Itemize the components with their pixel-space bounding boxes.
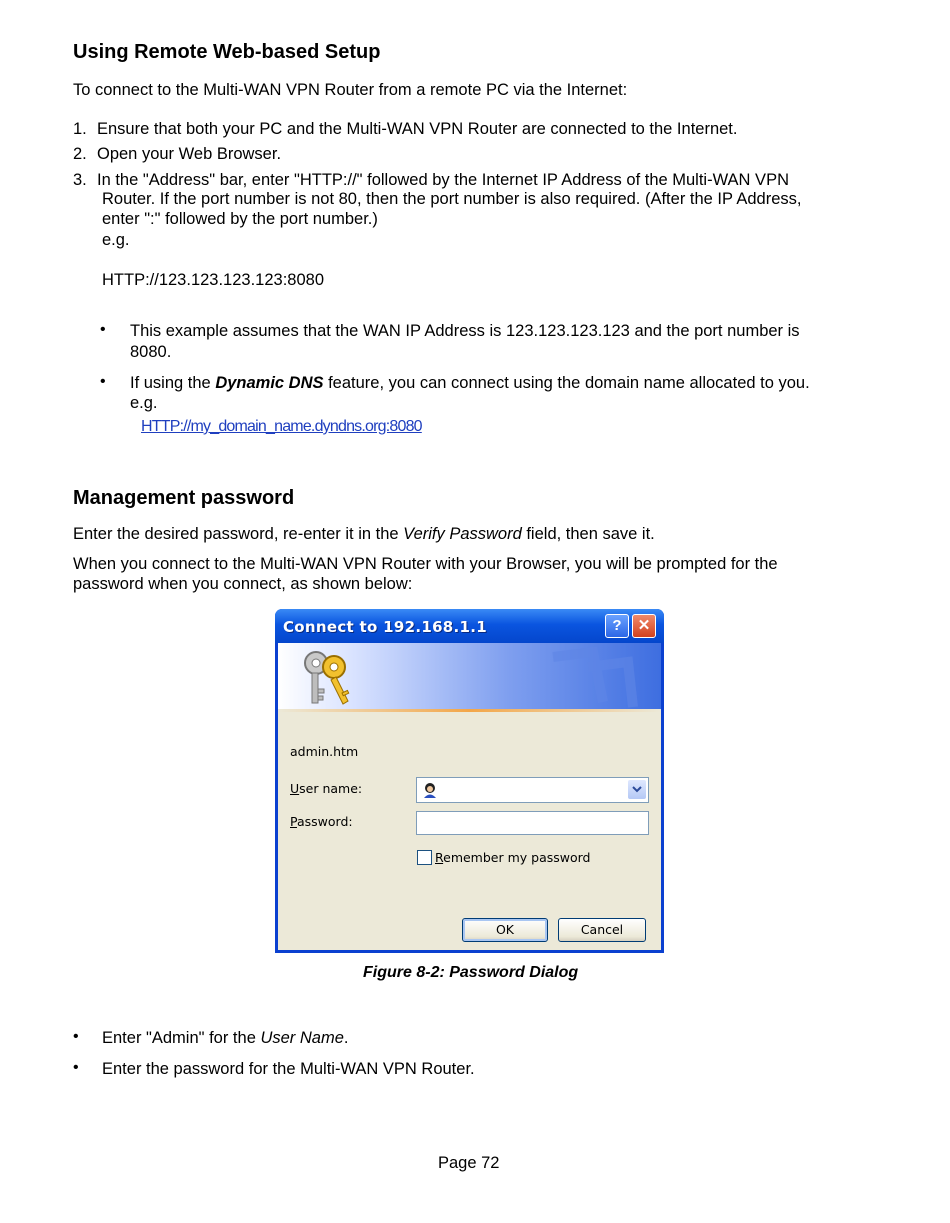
prompt-text-line: password when you connect, as shown below: (73, 575, 413, 593)
watermark-icon (533, 647, 643, 709)
bullet-glyph: • (100, 321, 106, 338)
bullet-glyph: • (73, 1059, 79, 1076)
keys-icon (298, 649, 358, 707)
text-run: . (343, 1029, 349, 1047)
bullet-glyph: • (100, 373, 106, 390)
step-text-line: e.g. (102, 231, 130, 249)
remember-label (435, 850, 591, 865)
remember-label-rest: emember my password (443, 850, 591, 865)
remember-checkbox[interactable] (417, 850, 432, 865)
figure-caption: Figure 8-2: Password Dialog (363, 964, 579, 981)
text-run: feature, you can connect using the domain name allocated to you. (323, 374, 810, 392)
step-text-line: enter ":" followed by the port number.) (102, 210, 378, 228)
password-label-rest: assword: (296, 814, 353, 829)
password-instruction: Enter the password for the Multi-WAN VPN Router. (102, 1060, 475, 1078)
username-accel: U (290, 781, 300, 796)
prompt-text-line: When you connect to the Multi-WAN VPN Router with your Browser, you will be prompted for the (73, 555, 778, 573)
verify-password-term: Verify Password (403, 525, 522, 543)
step-text-line: In the "Address" bar, enter "HTTP://" followed by the Internet IP Address of the Multi-WAN VPN (97, 171, 789, 189)
remember-accel: R (435, 850, 444, 865)
username-combobox[interactable] (416, 777, 649, 803)
password-label (290, 814, 353, 829)
step-number: 3. (73, 171, 87, 189)
dialog-banner (278, 643, 661, 710)
page-number: Page 72 (438, 1154, 500, 1172)
step-number: 2. (73, 145, 87, 163)
dialog-title-bar (275, 609, 664, 643)
bullet-text-line: This example assumes that the WAN IP Address is 123.123.123.123 and the port number is (130, 322, 800, 340)
intro-text: To connect to the Multi-WAN VPN Router from a remote PC via the Internet: (73, 81, 628, 99)
help-button[interactable]: ? (605, 614, 629, 638)
user-icon (422, 782, 438, 798)
username-label-rest: ser name: (299, 781, 363, 796)
text-run: Enter the desired password, re-enter it in the (73, 525, 404, 543)
password-input[interactable] (416, 811, 649, 835)
step-text-line: Router. If the port number is not 80, then the port number is also required. (After the IP Address, (102, 190, 802, 208)
step-number: 1. (73, 120, 87, 138)
dynamic-dns-text (130, 373, 810, 393)
step-2 (73, 144, 281, 164)
example-url: HTTP://123.123.123.123:8080 (102, 271, 324, 289)
step-3 (73, 170, 789, 190)
step-1 (73, 119, 737, 139)
dropdown-button[interactable] (628, 780, 646, 799)
step-text: Ensure that both your PC and the Multi-WAN VPN Router are connected to the Internet. (97, 120, 738, 138)
section-heading-remote-setup: Using Remote Web-based Setup (73, 41, 381, 63)
realm-label: admin.htm (290, 744, 359, 759)
password-accel: P (290, 814, 297, 829)
bullet-text-line: 8080. (130, 343, 172, 361)
admin-username-instruction (102, 1028, 348, 1048)
dialog-body (278, 643, 661, 950)
password-instructions (73, 524, 655, 544)
user-name-term: User Name (260, 1029, 344, 1047)
cancel-button[interactable]: Cancel (558, 918, 646, 942)
text-run: field, then save it. (521, 525, 655, 543)
text-run: Enter "Admin" for the (102, 1029, 261, 1047)
step-text: Open your Web Browser. (97, 145, 282, 163)
chevron-down-icon (628, 780, 646, 799)
eg-text: e.g. (130, 394, 158, 412)
domain-name-link[interactable]: HTTP://my_domain_name.dyndns.org:8080 (141, 418, 422, 435)
dynamic-dns-term: Dynamic DNS (215, 374, 324, 392)
password-dialog (275, 609, 664, 953)
ok-button[interactable]: OK (462, 918, 548, 942)
dialog-title: Connect to 192.168.1.1 (283, 618, 488, 636)
bullet-glyph: • (73, 1028, 79, 1045)
text-run: If using the (130, 374, 216, 392)
banner-divider (278, 709, 661, 712)
close-button[interactable]: ✕ (632, 614, 656, 638)
section-heading-management-password: Management password (73, 487, 295, 509)
username-label (290, 781, 362, 796)
